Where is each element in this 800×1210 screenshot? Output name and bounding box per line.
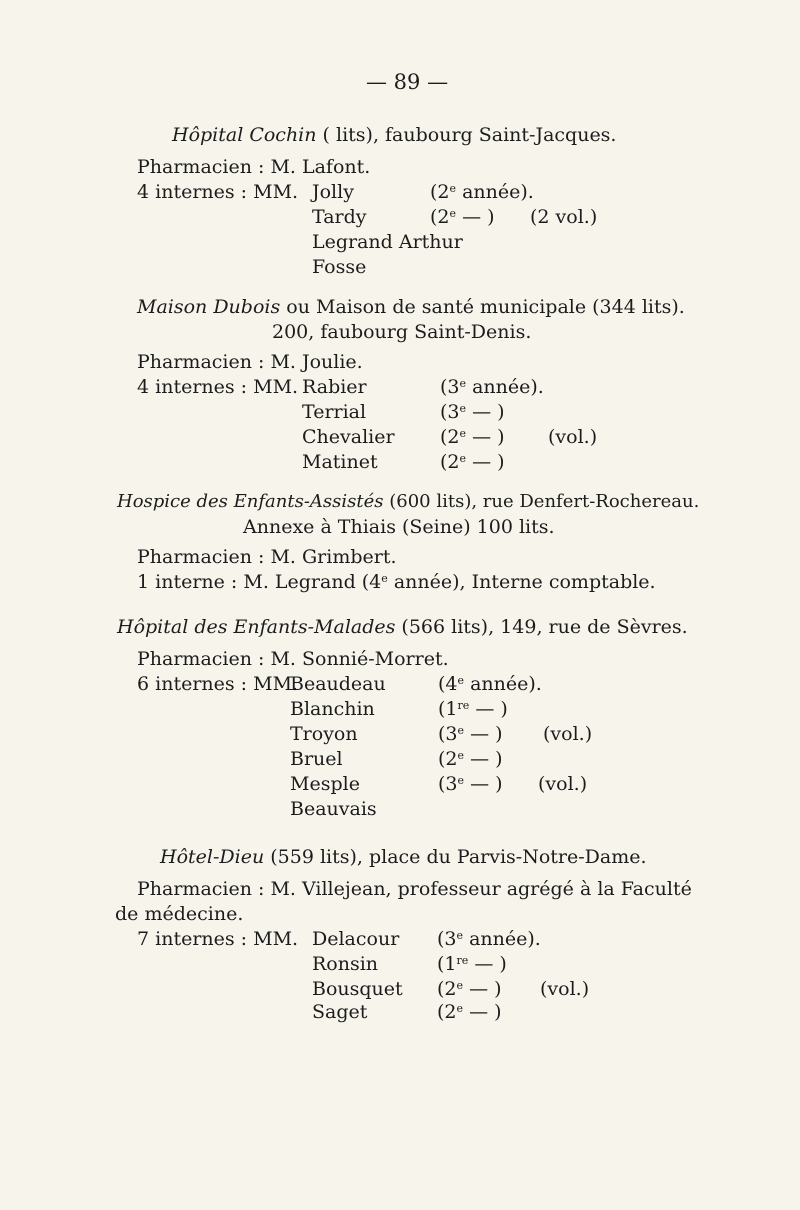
interne-year: (2e — ) bbox=[440, 426, 505, 448]
hospital-details: ( lits), faubourg Saint-Jacques. bbox=[316, 124, 617, 146]
interne-year: (1re — ) bbox=[437, 953, 507, 975]
interne-name: Mesple bbox=[290, 773, 360, 795]
interne-year: (2e — ) bbox=[437, 978, 502, 1000]
interne-name: Rabier bbox=[302, 376, 367, 398]
internes-label: 4 internes : MM. bbox=[137, 181, 299, 203]
pharmacien-line: Pharmacien : M. Grimbert. bbox=[137, 546, 397, 568]
interne-year: (3e — ) bbox=[440, 401, 505, 423]
internes-label: 4 internes : MM. bbox=[137, 376, 299, 398]
interne-note: (vol.) bbox=[548, 426, 598, 448]
interne-name: Tardy bbox=[312, 206, 367, 228]
section-title bbox=[117, 615, 688, 639]
interne-year: (3e année). bbox=[437, 928, 541, 950]
pharmacien-line: Pharmacien : M. Villejean, professeur agrégé à la Faculté bbox=[137, 878, 692, 900]
interne-name: Legrand Arthur bbox=[312, 231, 463, 253]
interne-note: (2 vol.) bbox=[530, 206, 598, 228]
address-line: Annexe à Thiais (Seine) 100 lits. bbox=[243, 516, 555, 538]
hospital-details: (600 lits), rue Denfert-Rochereau. bbox=[383, 491, 700, 512]
interne-name: Jolly bbox=[312, 181, 354, 203]
hospital-details: ou Maison de santé municipale (344 lits). bbox=[280, 296, 685, 318]
interne-year: (3e — ) bbox=[438, 773, 503, 795]
internes-label: 6 internes : MM. bbox=[137, 673, 299, 695]
section-title bbox=[172, 123, 616, 147]
interne-line: 1 interne : M. Legrand (4e année), Interne comptable. bbox=[137, 571, 656, 593]
interne-year: (2e — ) bbox=[438, 748, 503, 770]
hospital-details: (566 lits), 149, rue de Sèvres. bbox=[395, 616, 688, 638]
interne-year: (2e année). bbox=[430, 181, 534, 203]
interne-note: (vol.) bbox=[538, 773, 588, 795]
pharmacien-line: Pharmacien : M. Lafont. bbox=[137, 156, 371, 178]
interne-name: Delacour bbox=[312, 928, 400, 950]
interne-year: (3e — ) bbox=[438, 723, 503, 745]
hospital-name: Hospice des Enfants-Assistés bbox=[117, 491, 384, 512]
interne-name: Beauvais bbox=[290, 798, 377, 820]
interne-year: (2e — ) bbox=[437, 1001, 502, 1023]
interne-name: Bousquet bbox=[312, 978, 403, 1000]
page-number: — 89 — bbox=[366, 70, 449, 94]
interne-name: Fosse bbox=[312, 256, 367, 278]
interne-year: (3e année). bbox=[440, 376, 544, 398]
hospital-name: Hôpital des Enfants-Malades bbox=[117, 616, 396, 638]
section-title bbox=[117, 490, 699, 514]
interne-year: (4e année). bbox=[438, 673, 542, 695]
hospital-details: (559 lits), place du Parvis-Notre-Dame. bbox=[264, 846, 647, 868]
interne-note: (vol.) bbox=[543, 723, 593, 745]
interne-name: Chevalier bbox=[302, 426, 395, 448]
interne-year: (2e — ) bbox=[430, 206, 495, 228]
section-title bbox=[137, 295, 685, 319]
internes-label: 7 internes : MM. bbox=[137, 928, 299, 950]
interne-name: Saget bbox=[312, 1001, 368, 1023]
hospital-name: Maison Dubois bbox=[137, 296, 281, 318]
pharmacien-line-cont: de médecine. bbox=[115, 903, 244, 925]
hospital-name: Hôpital Cochin bbox=[172, 124, 317, 146]
interne-name: Troyon bbox=[290, 723, 358, 745]
interne-name: Matinet bbox=[302, 451, 378, 473]
interne-name: Beaudeau bbox=[290, 673, 386, 695]
interne-name: Terrial bbox=[302, 401, 367, 423]
pharmacien-line: Pharmacien : M. Joulie. bbox=[137, 351, 363, 373]
section-title bbox=[160, 845, 647, 869]
interne-year: (2e — ) bbox=[440, 451, 505, 473]
interne-note: (vol.) bbox=[540, 978, 590, 1000]
interne-year: (1re — ) bbox=[438, 698, 508, 720]
pharmacien-line: Pharmacien : M. Sonnié-Morret. bbox=[137, 648, 449, 670]
hospital-name: Hôtel-Dieu bbox=[160, 846, 265, 868]
interne-name: Bruel bbox=[290, 748, 343, 770]
interne-name: Blanchin bbox=[290, 698, 375, 720]
address-line: 200, faubourg Saint-Denis. bbox=[272, 321, 532, 343]
interne-name: Ronsin bbox=[312, 953, 379, 975]
